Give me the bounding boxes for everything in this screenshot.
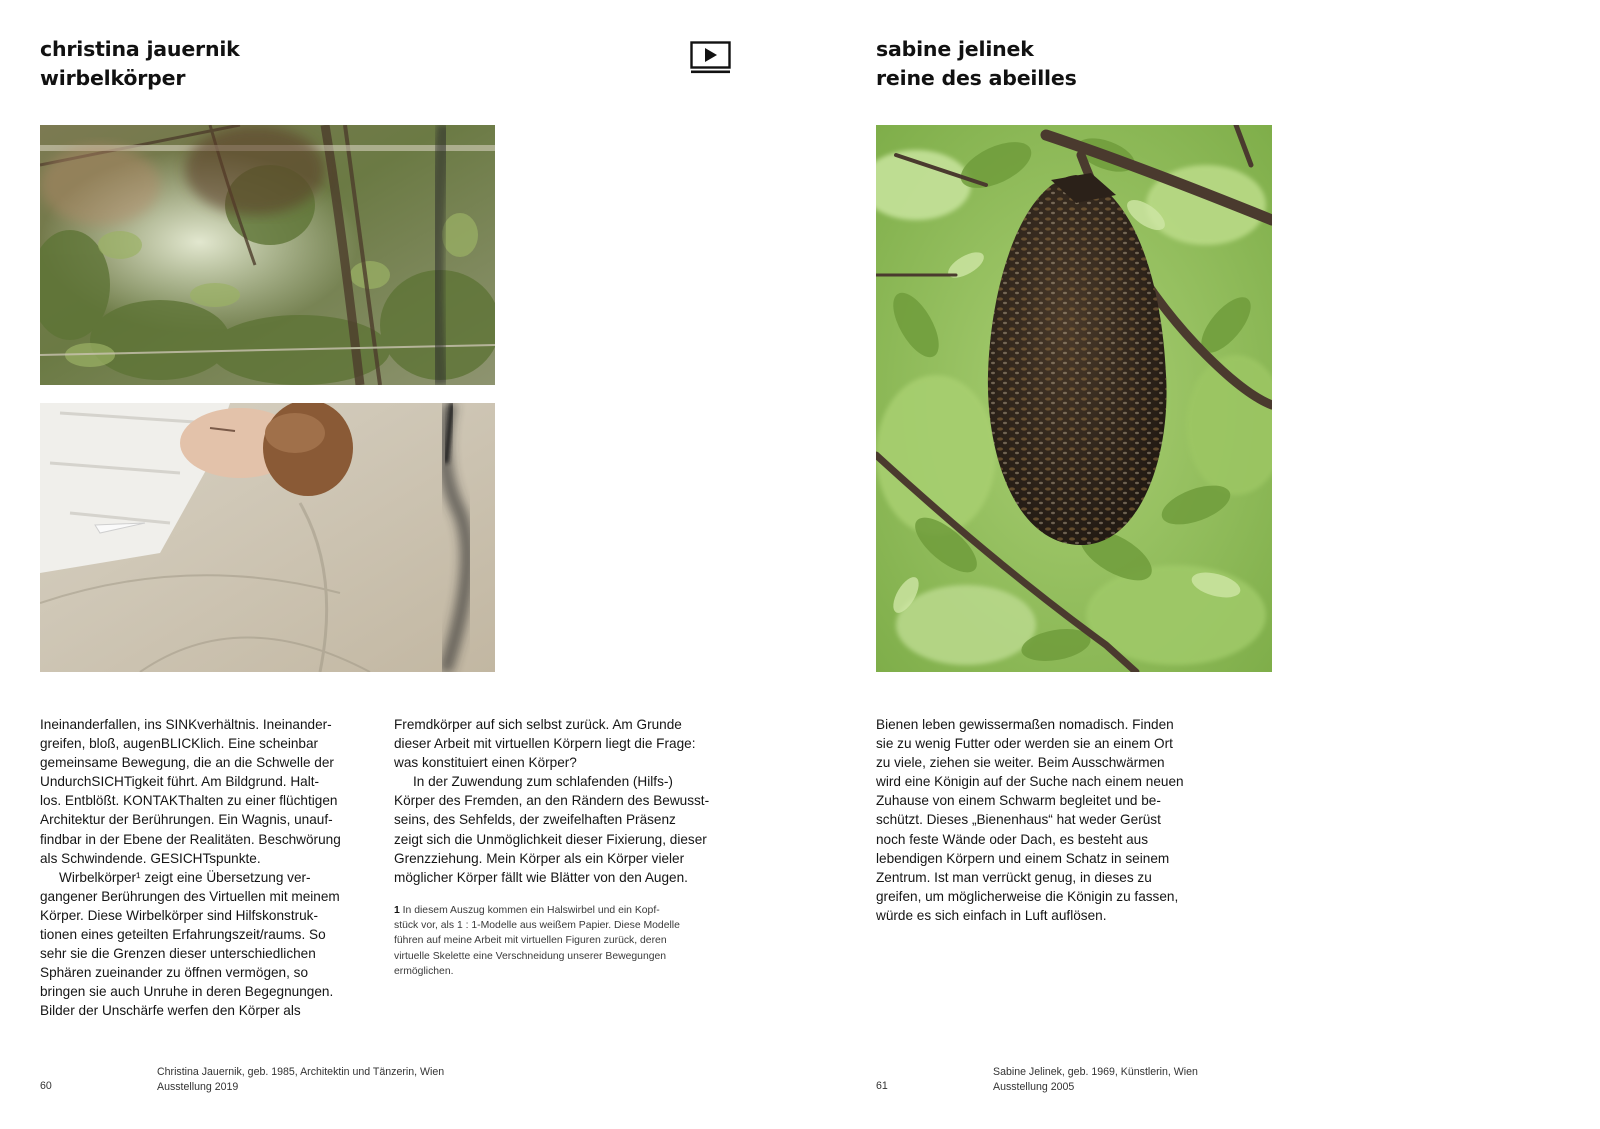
text-line: Körper des Fremden, an den Rändern des Bewusst- (394, 793, 710, 809)
text-line: Bienen leben gewissermaßen nomadisch. Finden (876, 717, 1174, 732)
artwork-title: wirbelkörper (40, 66, 186, 90)
play-video-icon[interactable] (690, 41, 731, 74)
text-line: gangener Berührungen des Virtuellen mit meinem (40, 888, 340, 904)
right-title (876, 35, 1077, 93)
artist-caption (157, 1065, 444, 1094)
text-line: schützt. Dieses „Bienenhaus“ hat weder Gerüst (876, 812, 1161, 828)
text-column-2 (394, 715, 744, 887)
text-line: bringen sie auch Unruhe in deren Begegnungen. (40, 984, 334, 1000)
footnote-line: stück vor, als 1 : 1-Modelle aus weißem Papier. Diese Modelle (394, 920, 680, 932)
text-line: In der Zuwendung zum schlafenden (Hilfs-) (413, 774, 673, 790)
text-line: was konstituiert einen Körper? (394, 755, 577, 771)
text-line: Ineinanderfallen, ins SINKverhältnis. Ineinander- (40, 717, 332, 732)
footnote-line (394, 903, 744, 918)
text-line: tionen eines geteilten Erfahrungszeit/raums. So (40, 927, 326, 943)
text-line: lebendigen Körpern und einem Schatz in seinem (876, 850, 1170, 866)
text-line: Wirbelkörper¹ zeigt eine Übersetzung ver- (59, 869, 311, 885)
text-line: dieser Arbeit mit virtuellen Körpern liegt die Frage: (394, 736, 696, 752)
text-line: Sphären zueinander zu öffnen vermögen, so (40, 965, 309, 981)
text-line: würde es sich einfach in Luft auflösen. (876, 907, 1107, 923)
text-line: Grenzziehung. Mein Körper als ein Körper vieler (394, 850, 685, 866)
page-number: 61 (876, 1080, 888, 1092)
photo-bee-swarm (876, 125, 1272, 672)
caption-line: Ausstellung 2019 (157, 1080, 239, 1093)
text-line: zeigt sich die Unmöglichkeit dieser Fixierung, dieser (394, 831, 707, 847)
text-line: sie zu wenig Futter oder werden sie an einem Ort (876, 736, 1173, 752)
footnote-line: ermöglichen. (394, 965, 454, 977)
text-line: noch feste Wände oder Dach, es besteht aus (876, 831, 1149, 847)
footnote (394, 903, 744, 979)
text-line: greifen, bloß, augenBLICKlich. Eine scheinbar (40, 736, 319, 752)
text-line: wird eine Königin auf der Suche nach einem neuen (876, 774, 1184, 790)
text-line: greifen, um möglicherweise die Königin zu fassen, (876, 888, 1179, 904)
footnote-line: virtuelle Skelette eine Verschneidung unserer Bewegungen (394, 950, 667, 962)
text-line: sehr sie die Grenzen dieser unterschiedlichen (40, 946, 316, 962)
text-line: los. Entblößt. KONTAKThalten zu einer flüchtigen (40, 793, 338, 809)
text-line: Bilder der Unschärfe werfen den Körper als (40, 1003, 301, 1019)
text-line: seins, des Sehfelds, der zweifelhaften Präsenz (394, 812, 676, 828)
text-line: Zentrum. Ist man verrückt genug, in dieses zu (876, 869, 1152, 885)
artist-name: christina jauernik (40, 37, 240, 61)
left-title (40, 35, 240, 93)
text-column-right (876, 715, 1236, 925)
footnote-number: 1 (394, 905, 400, 916)
text-line: zu viele, ziehen sie weiter. Beim Ausschwärmen (876, 755, 1165, 771)
text-line: Architektur der Berührungen. Ein Wagnis, unauf- (40, 812, 333, 828)
footnote-text: In diesem Auszug kommen ein Halswirbel und ein Kopf- (402, 905, 660, 916)
caption-line: Sabine Jelinek, geb. 1969, Künstlerin, Wien (993, 1066, 1198, 1078)
text-line: findbar in der Ebene der Realitäten. Beschwörung (40, 831, 341, 847)
caption-line: Ausstellung 2005 (993, 1080, 1075, 1093)
right-page (800, 0, 1600, 1129)
text-line: UndurchSICHTigkeit führt. Am Bildgrund. Halt- (40, 774, 320, 790)
text-line: Fremdkörper auf sich selbst zurück. Am Grunde (394, 717, 682, 732)
artwork-title: reine des abeilles (876, 66, 1077, 90)
artist-name: sabine jelinek (876, 37, 1034, 61)
text-line: Zuhause von einem Schwarm begleitet und be- (876, 793, 1161, 809)
caption-line: Christina Jauernik, geb. 1985, Architektin und Tänzerin, Wien (157, 1066, 445, 1078)
text-column-1 (40, 715, 380, 1021)
artist-caption (993, 1065, 1198, 1094)
footnote-line: führen auf meine Arbeit mit virtuellen Figuren zurück, deren (394, 935, 667, 947)
text-line: als Schwindende. GESICHTspunkte. (40, 850, 261, 866)
photo-sleeping-figure (40, 403, 495, 672)
text-line: gemeinsame Bewegung, die an die Schwelle der (40, 755, 334, 771)
page-number: 60 (40, 1080, 52, 1092)
photo-tree-branches (40, 125, 495, 385)
text-line: möglicher Körper fällt wie Blätter von den Augen. (394, 869, 688, 885)
text-line: Körper. Diese Wirbelkörper sind Hilfskonstruk- (40, 907, 319, 923)
